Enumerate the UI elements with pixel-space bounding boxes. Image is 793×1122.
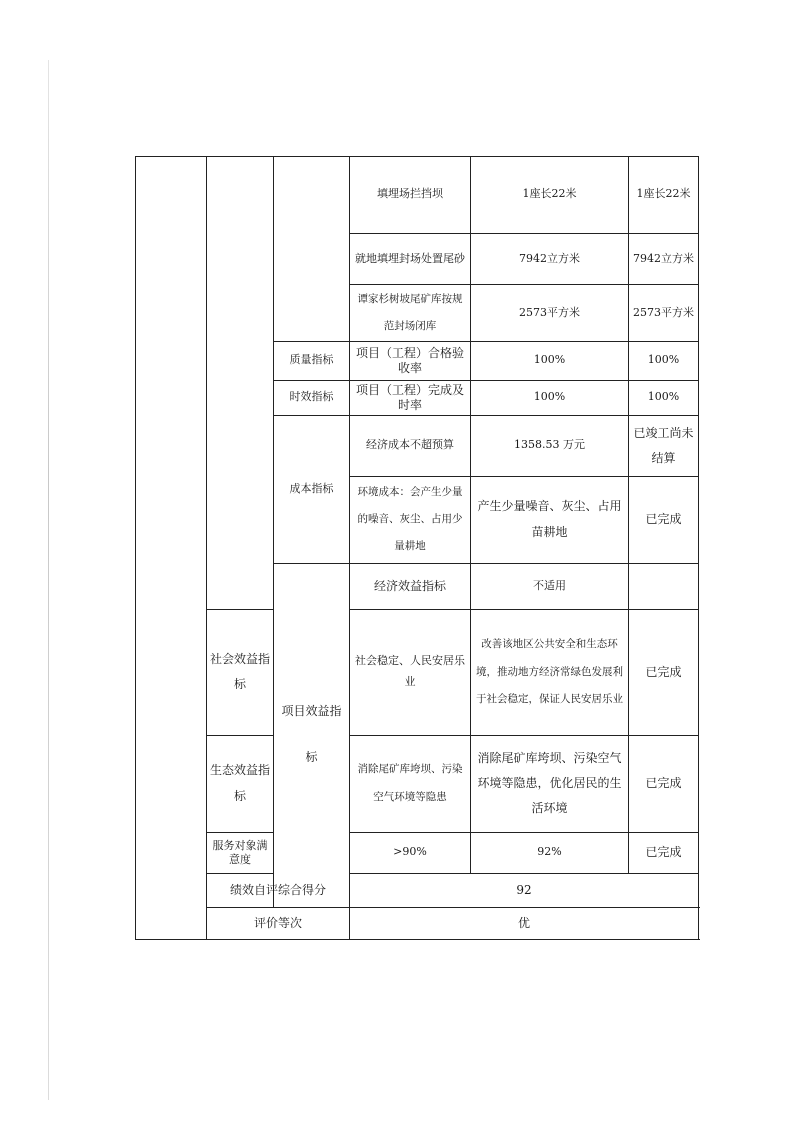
sub-indicator-cell: 生态效益指标: [207, 735, 274, 832]
indicator-cell: 项目（工程）完成及时率: [350, 380, 471, 415]
indicator-cell: 不适用: [471, 563, 629, 610]
target-cell: 100%: [471, 342, 629, 380]
indicator-cell: 就地填埋封场处置尾砂: [350, 233, 471, 285]
actual-cell: 已竣工尚未结算: [629, 415, 699, 476]
actual-cell: 100%: [629, 342, 699, 380]
level3-cell-blank: [274, 157, 350, 342]
target-cell: 产生少量噪音、灰尘、占用苗耕地: [471, 476, 629, 563]
table-row: [136, 735, 699, 832]
table-row: [136, 832, 699, 873]
sub-indicator-cell: 时效指标: [274, 380, 350, 415]
table-row: [136, 157, 699, 234]
benefit-category-cell: 项目效益指标: [274, 563, 350, 907]
indicator-cell: 经济成本不超预算: [350, 415, 471, 476]
indicator-cell: 环境成本：会产生少量的噪音、灰尘、占用少量耕地: [350, 476, 471, 563]
actual-cell: 已完成: [629, 610, 699, 735]
indicator-cell: 项目（工程）合格验收率: [350, 342, 471, 380]
grade-value-cell: 优: [350, 907, 699, 939]
sub-indicator-cell: 质量指标: [274, 342, 350, 380]
target-cell: 100%: [471, 380, 629, 415]
actual-cell: 1座长22米: [629, 157, 699, 234]
indicator-cell: >90%: [350, 832, 471, 873]
target-cell: 7942立方米: [471, 233, 629, 285]
table-row: [136, 874, 699, 907]
grade-label-cell: 评价等次: [207, 907, 350, 939]
target-cell: 消除尾矿库垮坝、污染空气环境等隐患，优化居民的生活环境: [471, 735, 629, 832]
indicator-cell: 消除尾矿库垮坝、污染空气环境等隐患: [350, 735, 471, 832]
actual-cell: 已完成: [629, 832, 699, 873]
scan-edge-line: [48, 60, 49, 1100]
target-cell: [629, 563, 699, 610]
target-cell: 2573平方米: [471, 285, 629, 342]
sub-indicator-cell: 服务对象满意度: [207, 832, 274, 873]
target-cell: 1座长22米: [471, 157, 629, 234]
performance-table: [135, 156, 699, 940]
score-label-cell: 绩效自评综合得分: [207, 874, 350, 907]
actual-cell: 已完成: [629, 476, 699, 563]
indicator-cell: 谭家杉树坡尾矿库按规范封场闭库: [350, 285, 471, 342]
actual-cell: 已完成: [629, 735, 699, 832]
actual-cell: 7942立方米: [629, 233, 699, 285]
target-cell: 92%: [471, 832, 629, 873]
sub-indicator-cell: 经济效益指标: [350, 563, 471, 610]
level1-cell-blank: [136, 157, 207, 940]
target-cell: 1358.53 万元: [471, 415, 629, 476]
table-row: [136, 907, 699, 939]
sub-indicator-cell: 成本指标: [274, 415, 350, 563]
target-cell: 改善该地区公共安全和生态环境，推动地方经济常绿色发展利于社会稳定，保证人民安居乐业: [471, 610, 629, 735]
indicator-cell: 社会稳定、人民安居乐业: [350, 610, 471, 735]
indicator-cell: 填埋场拦挡坝: [350, 157, 471, 234]
actual-cell: 2573平方米: [629, 285, 699, 342]
level2-cell-blank: [207, 157, 274, 610]
score-value-cell: 92: [350, 874, 699, 907]
actual-cell: 100%: [629, 380, 699, 415]
table-row: [136, 610, 699, 735]
sub-indicator-cell: 社会效益指标: [207, 610, 274, 735]
